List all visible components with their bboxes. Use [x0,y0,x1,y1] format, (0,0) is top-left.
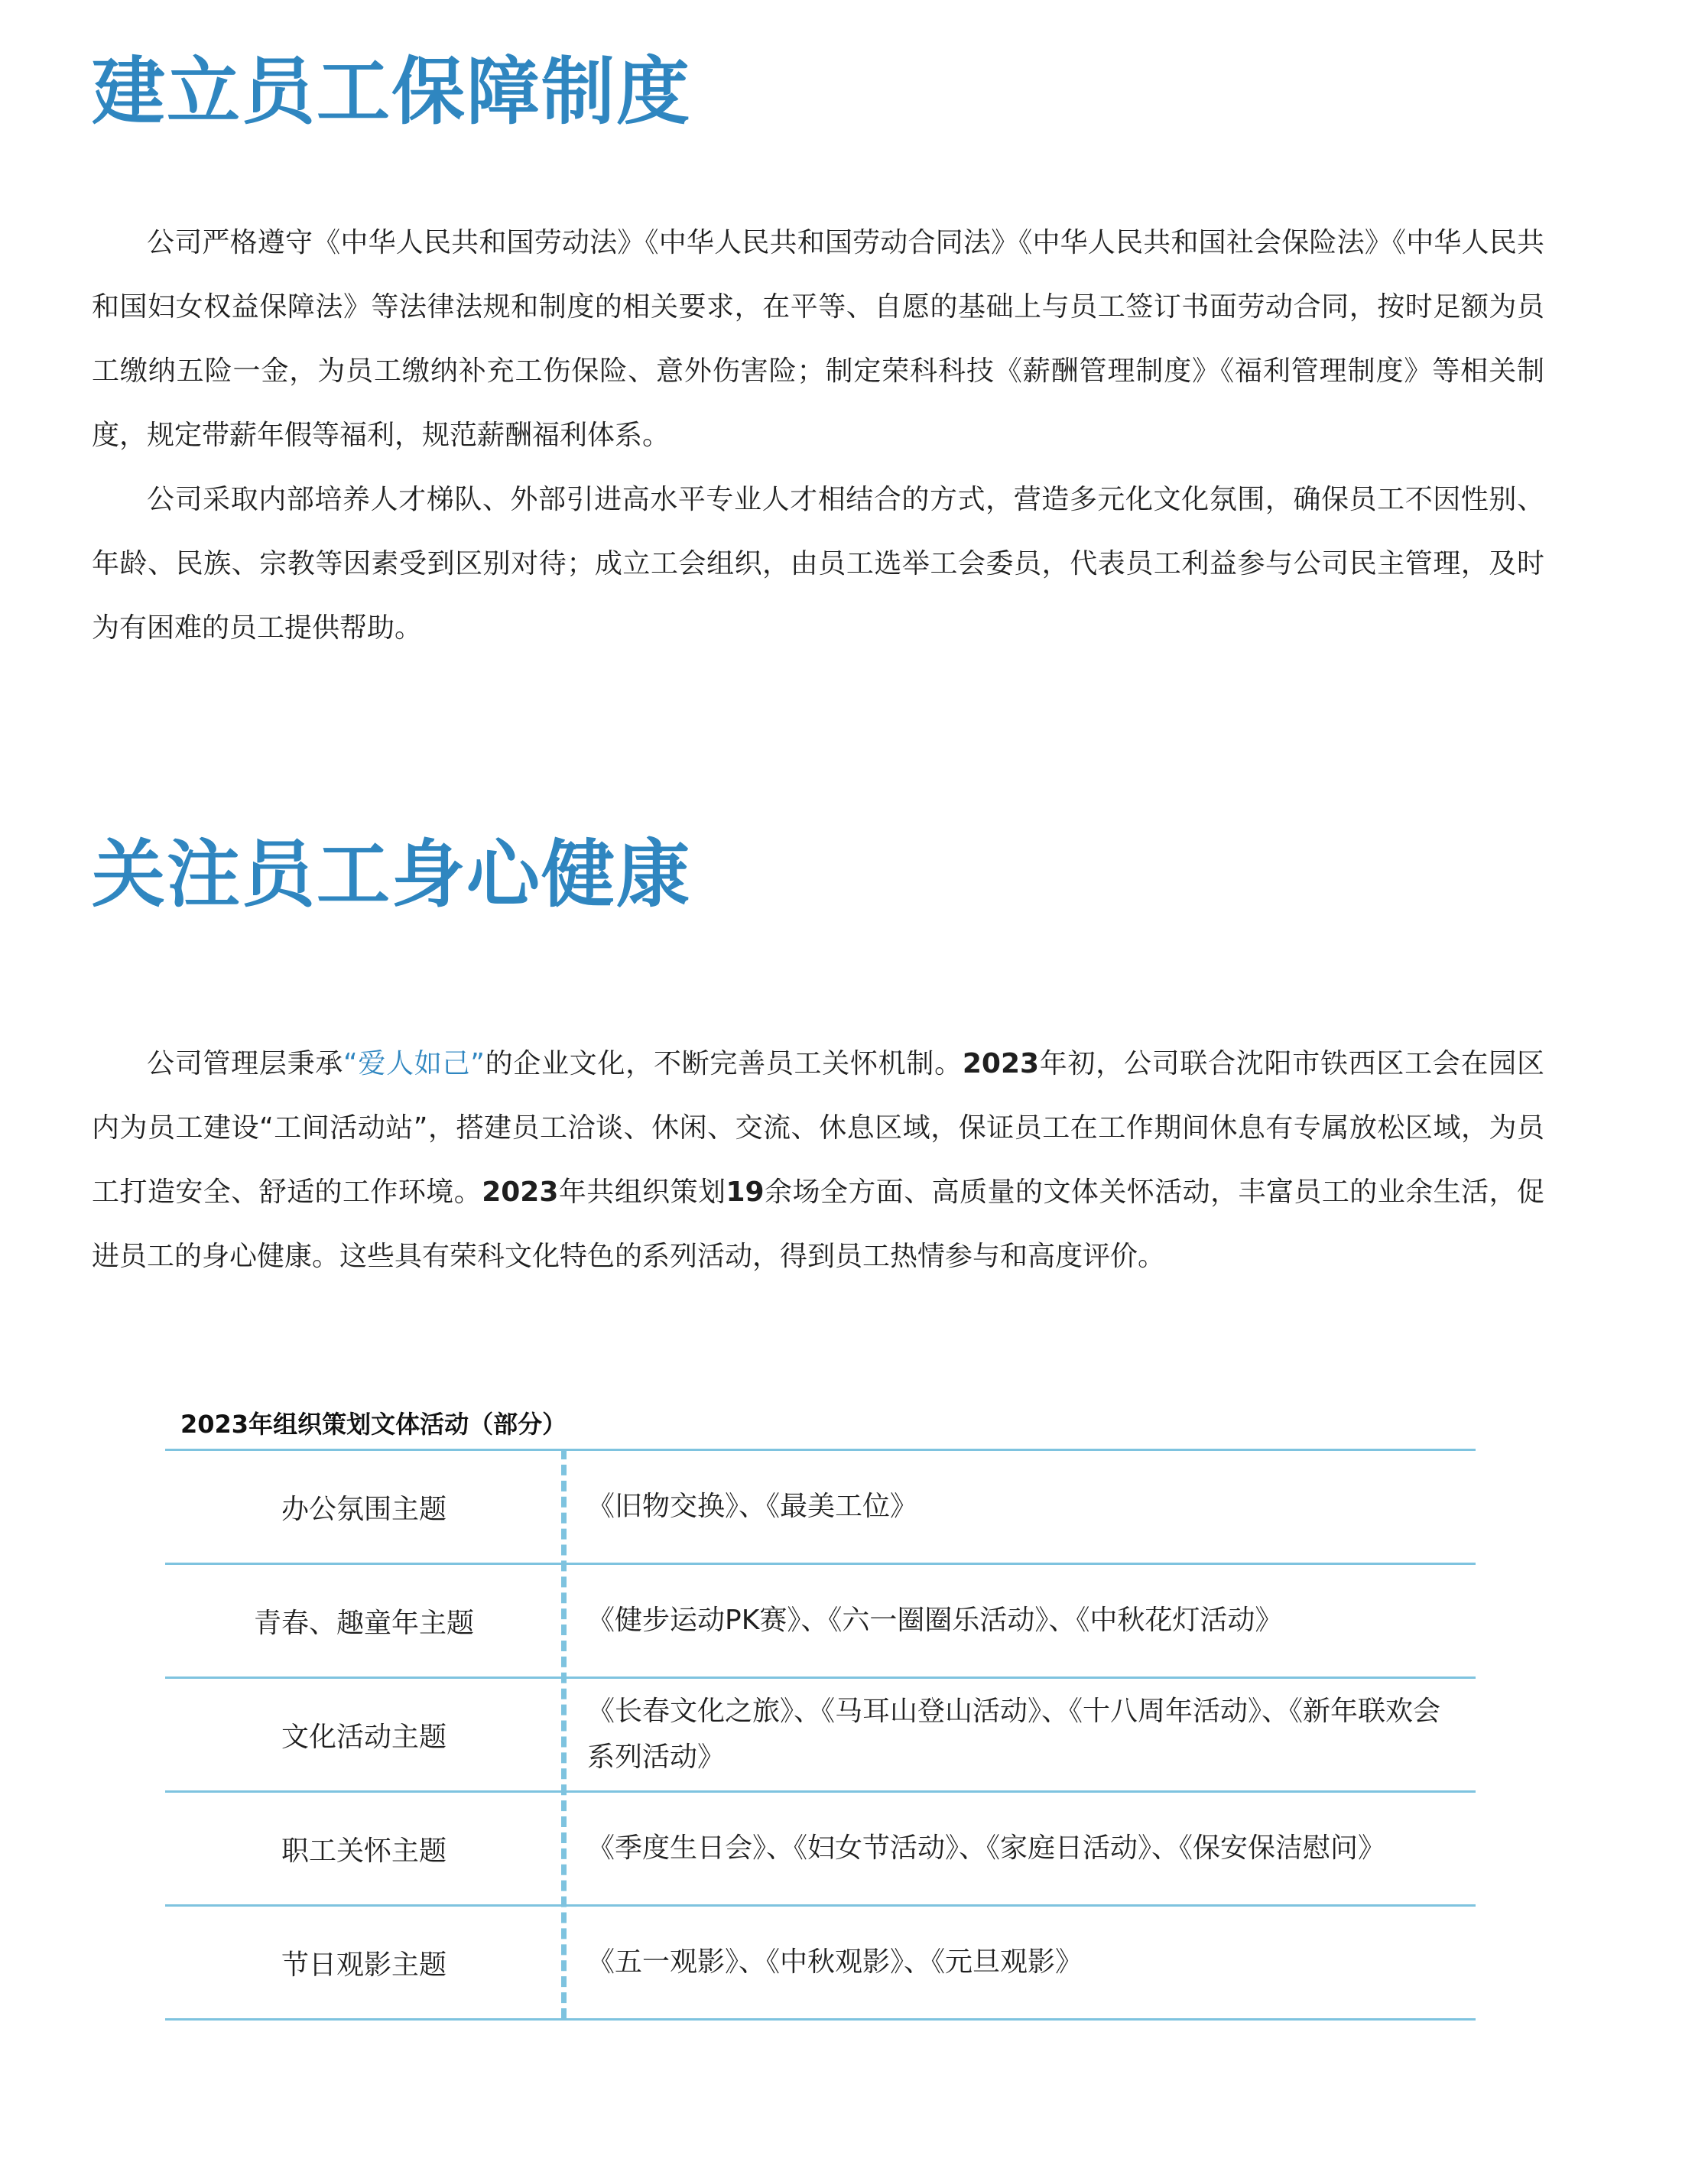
activities-cell: 《长春文化之旅》、《马耳山登山活动》、《十八周年活动》、《新年联欢会系列活动》 [587,1696,1441,1773]
table-row [165,1565,1476,1679]
activities-cell: 《季度生日会》、《妇女节活动》、《家庭日活动》、《保安保洁慰问》 [587,1832,1386,1864]
theme-cell: 节日观影主题 [281,1949,446,1981]
section-title-employee-protection: 建立员工保障制度 [92,49,691,135]
paragraph: 公司严格遵守《中华人民共和国劳动法》《中华人民共和国劳动合同法》《中华人民共和国社会保险法》《中华人民共和国妇女权益保障法》等法律法规和制度的相关要求，在平等、自愿的基础上与员工签订书面劳动合同，按时足额为员工缴纳五险一金，为员工缴纳补充工伤保险、意外伤害险；制定荣科科技《薪酬管理制度》《福利管理制度》等相关制度，规定带薪年假等福利，规范薪酬福利体系。 [92,227,1544,451]
activities-cell: 《五一观影》、《中秋观影》、《元旦观影》 [587,1946,1083,1978]
section-title-employee-health: 关注员工身心健康 [92,832,691,917]
text-run: 公司管理层秉承 [147,1048,344,1079]
employee-health-body [92,1032,1544,1289]
theme-cell: 文化活动主题 [281,1721,446,1753]
table-column-divider [561,1449,567,2019]
year-number: 2023 [962,1048,1040,1079]
table-row [165,1907,1476,2021]
table-row [165,1679,1476,1793]
paragraph: 公司采取内部培养人才梯队、外部引进高水平专业人才相结合的方式，营造多元化文化氛围，确保员工不因性别、年龄、民族、宗教等因素受到区别对待；成立工会组织，由员工选举工会委员，代表员工利益参与公司民主管理，及时为有困难的员工提供帮助。 [92,484,1544,644]
employee-protection-body [92,211,1544,661]
year-number: 2023 [482,1177,559,1208]
text-run: 年初，公司联合沈阳市铁西区工会在园区内为员工建设“工间活动站”，搭建员工洽谈、休闲、交流、休息区域，保证员工在工作期间休息有专属放松区域，为员工打造安全、舒适的工作环境。 [92,1048,1544,1208]
table-row [165,1793,1476,1907]
activity-table [165,1449,1476,2021]
text-run: 年共组织策划 [558,1177,726,1208]
table-row [165,1451,1476,1565]
activities-cell: 《健步运动PK赛》、《六一圈圈乐活动》、《中秋花灯活动》 [587,1605,1283,1636]
theme-cell: 青春、趣童年主题 [253,1607,474,1639]
table-caption: 2023年组织策划文体活动（部分） [180,1410,567,1439]
theme-cell: 职工关怀主题 [281,1835,446,1867]
text-run: 余场全方面、高质量的文体关怀活动，丰富员工的业余生活，促进员工的身心健康。这些具有荣科文化特色的系列活动，得到员工热情参与和高度评价。 [92,1177,1544,1272]
highlight-slogan: “爱人如己” [343,1048,485,1079]
activities-cell: 《旧物交换》、《最美工位》 [587,1491,918,1522]
paragraph [92,1032,1544,1289]
text-run: 的企业文化，不断完善员工关怀机制。 [484,1048,963,1079]
activity-count: 19 [726,1177,765,1208]
theme-cell: 办公氛围主题 [281,1493,446,1525]
